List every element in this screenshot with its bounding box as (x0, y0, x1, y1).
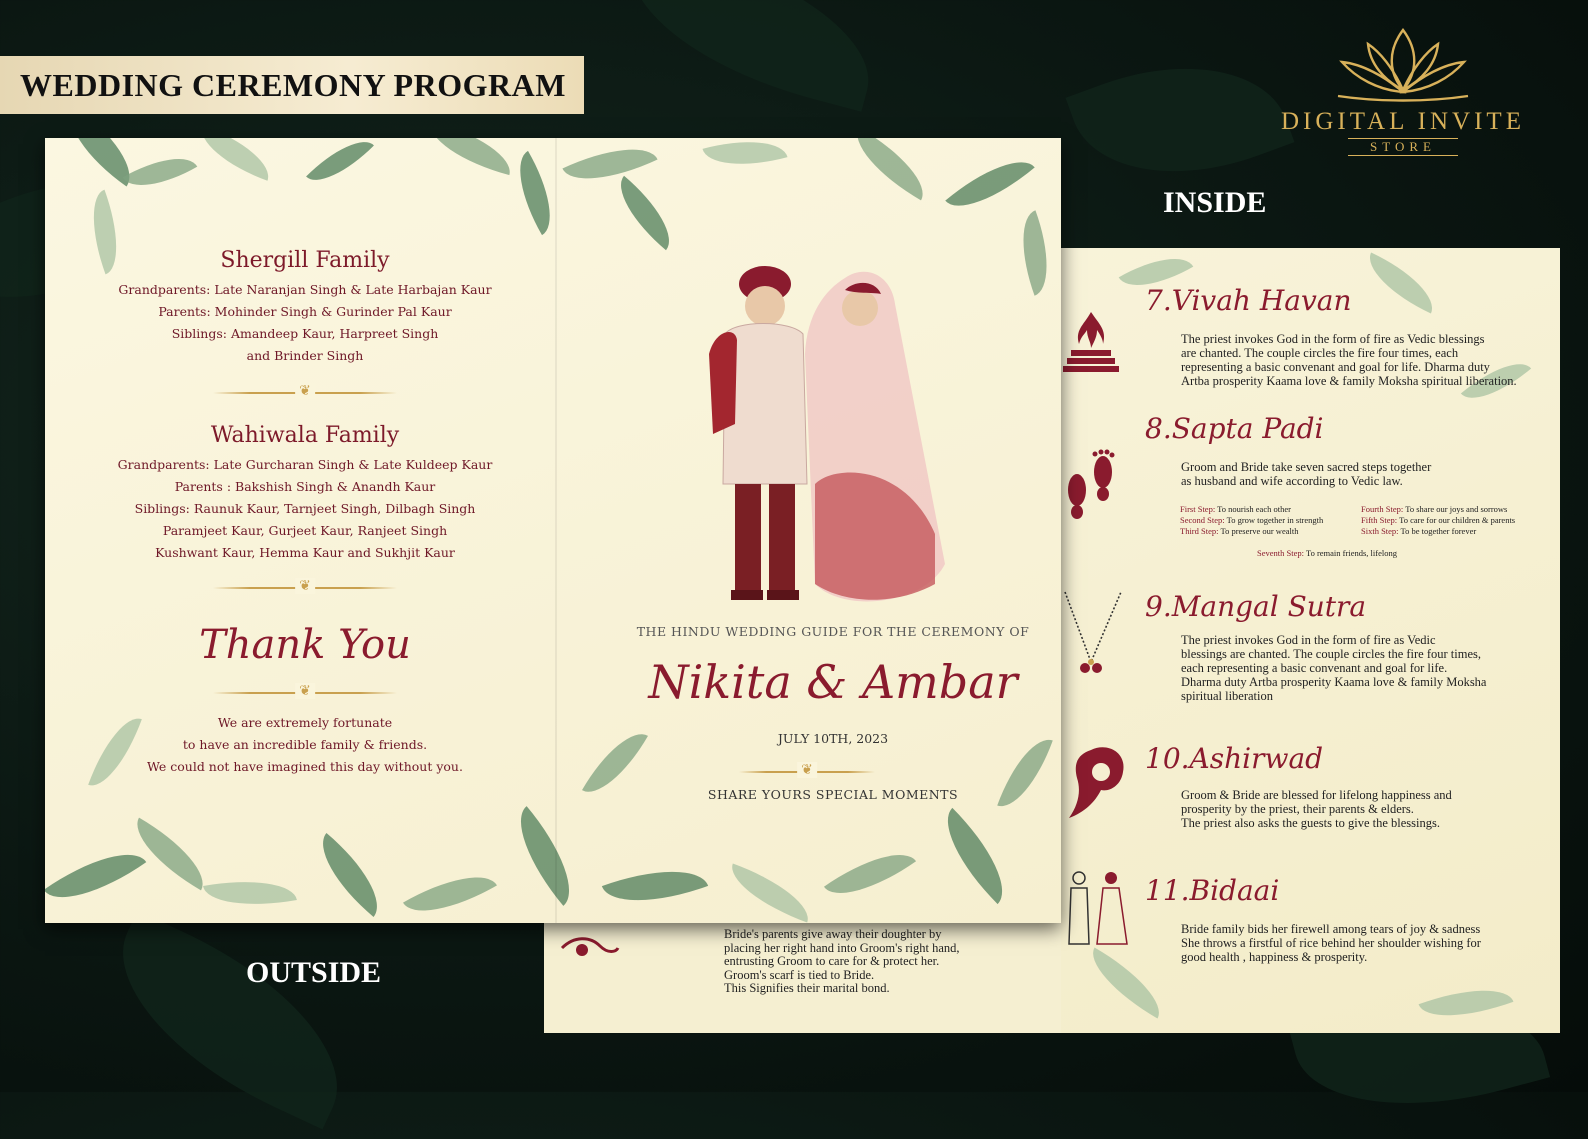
tagline: SHARE YOURS SPECIAL MOMENTS (707, 787, 959, 802)
item-line: She throws a firstful of rice behind her shoulder wishing for (1181, 936, 1481, 950)
necklace-icon (1061, 588, 1127, 678)
item-line: Artba prosperity Kaama love & family Moksha spiritual liberation. (1181, 374, 1517, 388)
logo-subtitle: STORE (1348, 138, 1458, 156)
step-item: First Step: To nourish each other (1180, 504, 1291, 514)
family-name: Wahiwala Family (210, 423, 400, 448)
item-line: are chanted. The couple circles the fire four times, each (1181, 346, 1459, 360)
under-line: Bride's parents give away their doughter by (724, 927, 942, 941)
family-line: Siblings: Raunuk Kaur, Tarnjeet Singh, Dilbagh Singh (134, 501, 476, 516)
havan-fire-icon (1061, 308, 1121, 378)
item-line: prosperity by the priest, their parents & elders. (1181, 802, 1414, 816)
farewell-couple-icon (1061, 868, 1137, 948)
under-line: placing her right hand into Groom's right hand, (724, 940, 960, 955)
ornament-divider (213, 692, 397, 694)
item-line: The priest also asks the guests to give the blessings. (1181, 816, 1440, 830)
header-banner (0, 56, 584, 114)
family-line: Grandparents: Late Naranjan Singh & Late Harbajan Kaur (118, 282, 492, 297)
item-title: 9.Mangal Sutra (1145, 590, 1367, 623)
ornament-divider (213, 392, 397, 394)
item-line: spiritual liberation (1181, 689, 1273, 703)
family-line: Parents : Bakshish Singh & Anandh Kaur (174, 479, 436, 494)
step-item: Fourth Step: To share our joys and sorrows (1361, 504, 1508, 514)
item-title: 11.Bidaai (1145, 874, 1280, 907)
item-title: 8.Sapta Padi (1145, 412, 1324, 445)
blessing-couple-icon (1061, 742, 1137, 826)
ornament-divider (739, 771, 875, 773)
thank-you-title: Thank You (199, 622, 411, 668)
item-line: representing a basic convenant and goal for life. Dharma duty (1181, 360, 1490, 374)
under-line: Groom's scarf is tied to Bride. (724, 967, 875, 982)
step-item: Fifth Step: To care for our children & parents (1361, 515, 1516, 525)
item-line: blessings are chanted. The couple circles the fire four times, (1181, 647, 1482, 661)
item-line: as husband and wife according to Vedic law. (1181, 474, 1403, 488)
thank-you-line: We could not have imagined this day without you. (147, 759, 463, 774)
item-title: 7.Vivah Havan (1145, 284, 1352, 317)
family-line: Kushwant Kaur, Hemma Kaur and Sukhjit Kaur (155, 545, 455, 560)
item-line: The priest invokes God in the form of fire as Vedic blessings (1181, 332, 1485, 346)
ornament-divider (213, 587, 397, 589)
family-line: Paramjeet Kaur, Gurjeet Kaur, Ranjeet Singh (162, 523, 448, 538)
logo-title: DIGITAL INVITE (1281, 108, 1525, 135)
item-line: Groom and Bride take seven sacred steps together (1181, 460, 1432, 474)
under-line: This Signifies their marital bond. (724, 981, 890, 995)
item-line: good health , happiness & prosperity. (1181, 950, 1368, 964)
item-line: Groom & Bride are blessed for lifelong happiness and (1181, 788, 1452, 802)
inside-label: INSIDE (1163, 186, 1267, 219)
thank-you-line: We are extremely fortunate (217, 715, 393, 730)
family-line: Parents: Mohinder Singh & Gurinder Pal Kaur (158, 304, 452, 319)
family-line: Grandparents: Late Gurcharan Singh & Late Kuldeep Kaur (117, 457, 493, 472)
family-line: and Brinder Singh (246, 348, 364, 363)
brand-logo[interactable] (1278, 22, 1528, 172)
step-item: Third Step: To preserve our wealth (1180, 526, 1299, 536)
footprints-icon (1061, 448, 1121, 524)
wedding-date: JULY 10TH, 2023 (777, 731, 889, 746)
hand-holding-icon (560, 928, 620, 964)
inside-panel (1061, 248, 1560, 1033)
step-item: Seventh Step: To remain friends, lifelong (1257, 548, 1397, 558)
under-line: entrusting Groom to care for & protect her. (724, 954, 940, 968)
background-leaf (87, 911, 373, 1130)
outside-label: OUTSIDE (246, 956, 382, 989)
item-line: Dharma duty Artba prosperity Kaama love & family Moksha (1181, 675, 1487, 689)
bride-groom-illustration (695, 234, 955, 612)
outside-spread (45, 138, 1061, 923)
item-line: The priest invokes God in the form of fire as Vedic (1181, 633, 1436, 647)
item-line: Bride family bids her firewell among tears of joy & sadness (1181, 922, 1481, 936)
couple-names: Nikita & Ambar (648, 655, 1018, 709)
page-title: WEDDING CEREMONY PROGRAM (20, 66, 566, 103)
guide-heading: THE HINDU WEDDING GUIDE FOR THE CEREMONY OF (636, 624, 1030, 639)
item-line: each representing a basic convenant and goal for life. (1181, 661, 1448, 675)
step-item: Second Step: To grow together in strength (1180, 515, 1324, 525)
hidden-panel (544, 922, 1061, 1033)
background-leaf (1066, 29, 1295, 210)
thank-you-line: to have an incredible family & friends. (182, 737, 428, 752)
background-leaf (610, 0, 890, 112)
step-item: Sixth Step: To be together forever (1361, 526, 1477, 536)
family-line: Siblings: Amandeep Kaur, Harpreet Singh (171, 326, 439, 341)
item-title: 10.Ashirwad (1145, 742, 1324, 775)
fold-line (555, 138, 557, 923)
family-name: Shergill Family (220, 248, 390, 273)
lotus-icon (1318, 22, 1488, 104)
